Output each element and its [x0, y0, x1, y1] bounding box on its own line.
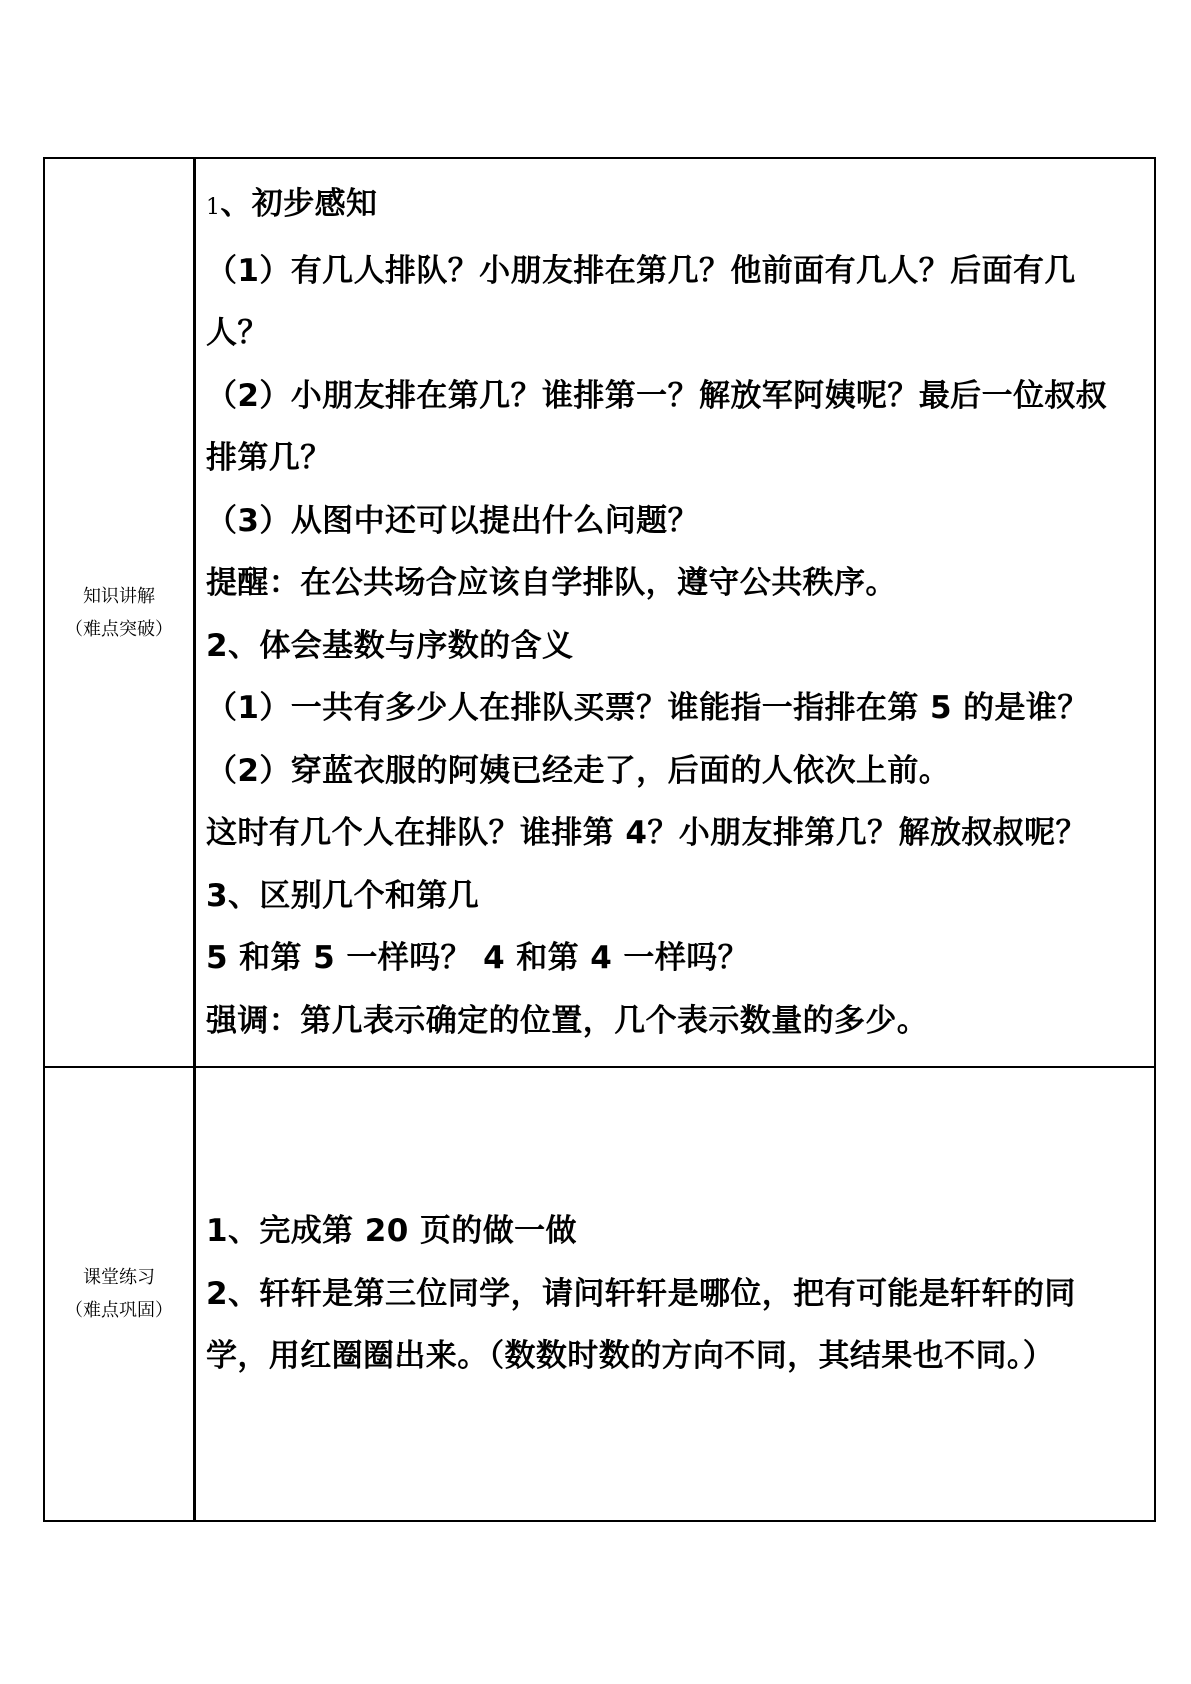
- table-row-knowledge: [44, 158, 1155, 1067]
- heading-number: 1: [206, 195, 221, 220]
- content-cell-knowledge: [195, 158, 1156, 1067]
- section-heading-2: 2、体会基数与序数的含义: [206, 627, 574, 664]
- section-heading-1: [206, 173, 1140, 240]
- content-line: （1）一共有多少人在排队买票？谁能指一指排在第 5 的是谁？: [206, 690, 1089, 726]
- section-heading-3: 3、区别几个和第几: [206, 877, 480, 914]
- content-line: （2）穿蓝衣服的阿姨已经走了，后面的人依次上前。: [206, 752, 951, 789]
- lesson-table: [43, 157, 1156, 1522]
- practice-item-1: 1、完成第 20 页的做一做: [206, 1213, 577, 1250]
- content-line: 人？: [206, 315, 269, 351]
- row-label-practice: [44, 1067, 195, 1521]
- row-label-knowledge: [44, 158, 195, 1067]
- content-line: （1）有几人排队？小朋友排在第几？他前面有几人？后面有几: [206, 252, 1076, 289]
- row-label-title: 知识讲解: [83, 585, 155, 607]
- content-line: （2）小朋友排在第几？谁排第一？解放军阿姨呢？最后一位叔叔: [206, 377, 1108, 414]
- content-line: （3）从图中还可以提出什么问题？: [206, 502, 699, 539]
- content-cell-practice: [195, 1067, 1156, 1521]
- row-label-subtitle: （难点巩固）: [65, 1300, 173, 1321]
- heading-text: 、初步感知: [220, 186, 378, 222]
- practice-item-2-cont: 学，用红圈圈出来。（数数时数的方向不同，其结果也不同。）: [206, 1338, 1055, 1375]
- content-line: 5 和第 5 一样吗？ 4 和第 4 一样吗？: [206, 940, 750, 976]
- row-label-title: 课堂练习: [83, 1267, 155, 1288]
- row-label-subtitle: （难点突破）: [65, 618, 173, 640]
- table-row-practice: [44, 1067, 1155, 1521]
- practice-item-2: 2、轩轩是第三位同学，请问轩轩是哪位，把有可能是轩轩的同: [206, 1275, 1076, 1312]
- emphasis-line: 强调：第几表示确定的位置，几个表示数量的多少。: [206, 1002, 929, 1039]
- content-line: 这时有几个人在排队？谁排第 4？小朋友排第几？解放叔叔呢？: [206, 815, 1087, 851]
- content-line: 排第几？: [206, 440, 332, 476]
- reminder-line: 提醒：在公共场合应该自学排队，遵守公共秩序。: [206, 565, 897, 601]
